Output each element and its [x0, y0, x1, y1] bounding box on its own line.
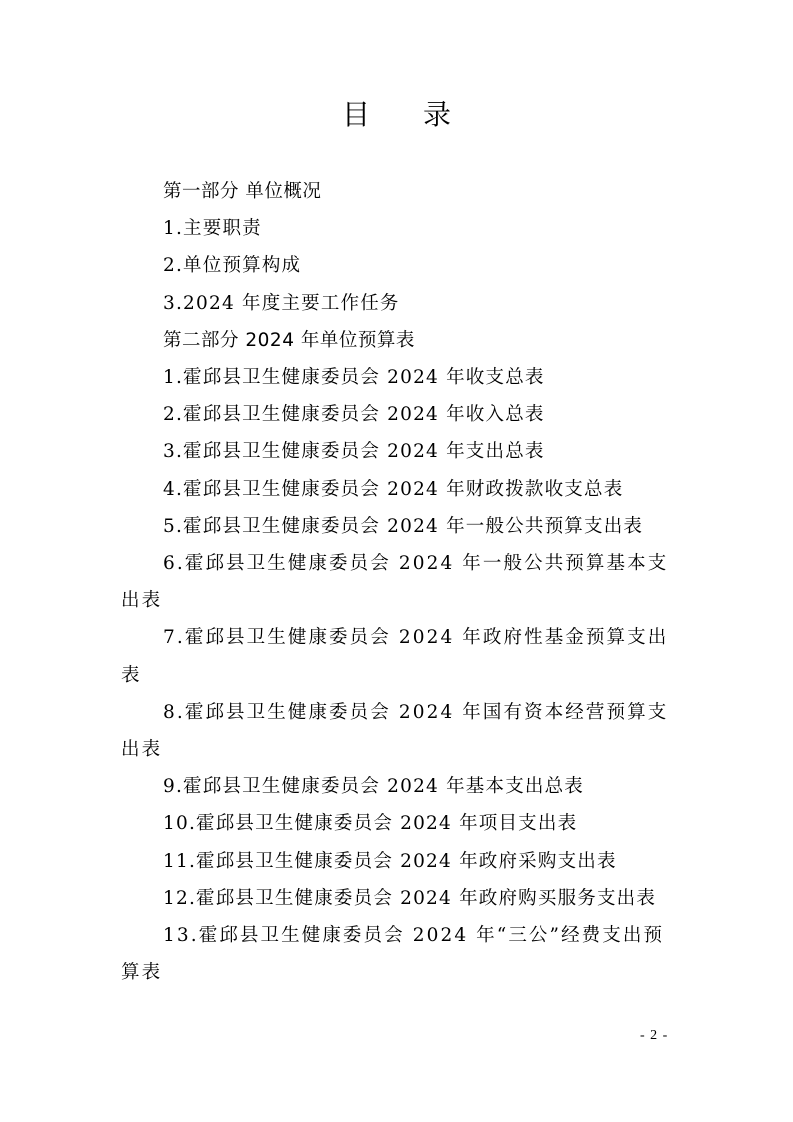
toc-item: 9.霍邱县卫生健康委员会 2024 年基本支出总表 — [163, 776, 584, 798]
toc-item: 10.霍邱县卫生健康委员会 2024 年项目支出表 — [163, 813, 578, 835]
toc-item: 1.霍邱县卫生健康委员会 2024 年收支总表 — [163, 367, 545, 389]
toc-item: 5.霍邱县卫生健康委员会 2024 年一般公共预算支出表 — [163, 515, 644, 537]
toc-item: 7.霍邱县卫生健康委员会 2024 年政府性基金预算支出表 — [121, 627, 669, 686]
toc-item: 8.霍邱县卫生健康委员会 2024 年国有资本经营预算支出表 — [121, 701, 669, 761]
toc-item: 6.霍邱县卫生健康委员会 2024 年一般公共预算基本支出表 — [121, 553, 669, 612]
toc-item: 2.霍邱县卫生健康委员会 2024 年收入总表 — [163, 404, 545, 426]
page-title: 目 录 — [342, 98, 473, 131]
toc-item: 13.霍邱县卫生健康委员会 2024 年“三公”经费支出预算表 — [121, 925, 665, 984]
toc-item: 3.2024 年度主要工作任务 — [163, 292, 400, 314]
toc-part-heading: 第二部分 2024 年单位预算表 — [163, 329, 415, 351]
toc-item: 2.单位预算构成 — [163, 255, 302, 277]
toc-item: 12.霍邱县卫生健康委员会 2024 年政府购买服务支出表 — [163, 887, 657, 909]
toc-item: 3.霍邱县卫生健康委员会 2024 年支出总表 — [163, 441, 545, 463]
toc-item: 4.霍邱县卫生健康委员会 2024 年财政拨款收支总表 — [163, 478, 624, 500]
toc-part-heading: 第一部分 单位概况 — [163, 181, 322, 202]
toc-item: 11.霍邱县卫生健康委员会 2024 年政府采购支出表 — [163, 850, 617, 872]
table-of-contents — [121, 173, 681, 991]
page-number: - 2 - — [640, 1028, 669, 1043]
toc-item: 1.主要职责 — [163, 218, 262, 240]
